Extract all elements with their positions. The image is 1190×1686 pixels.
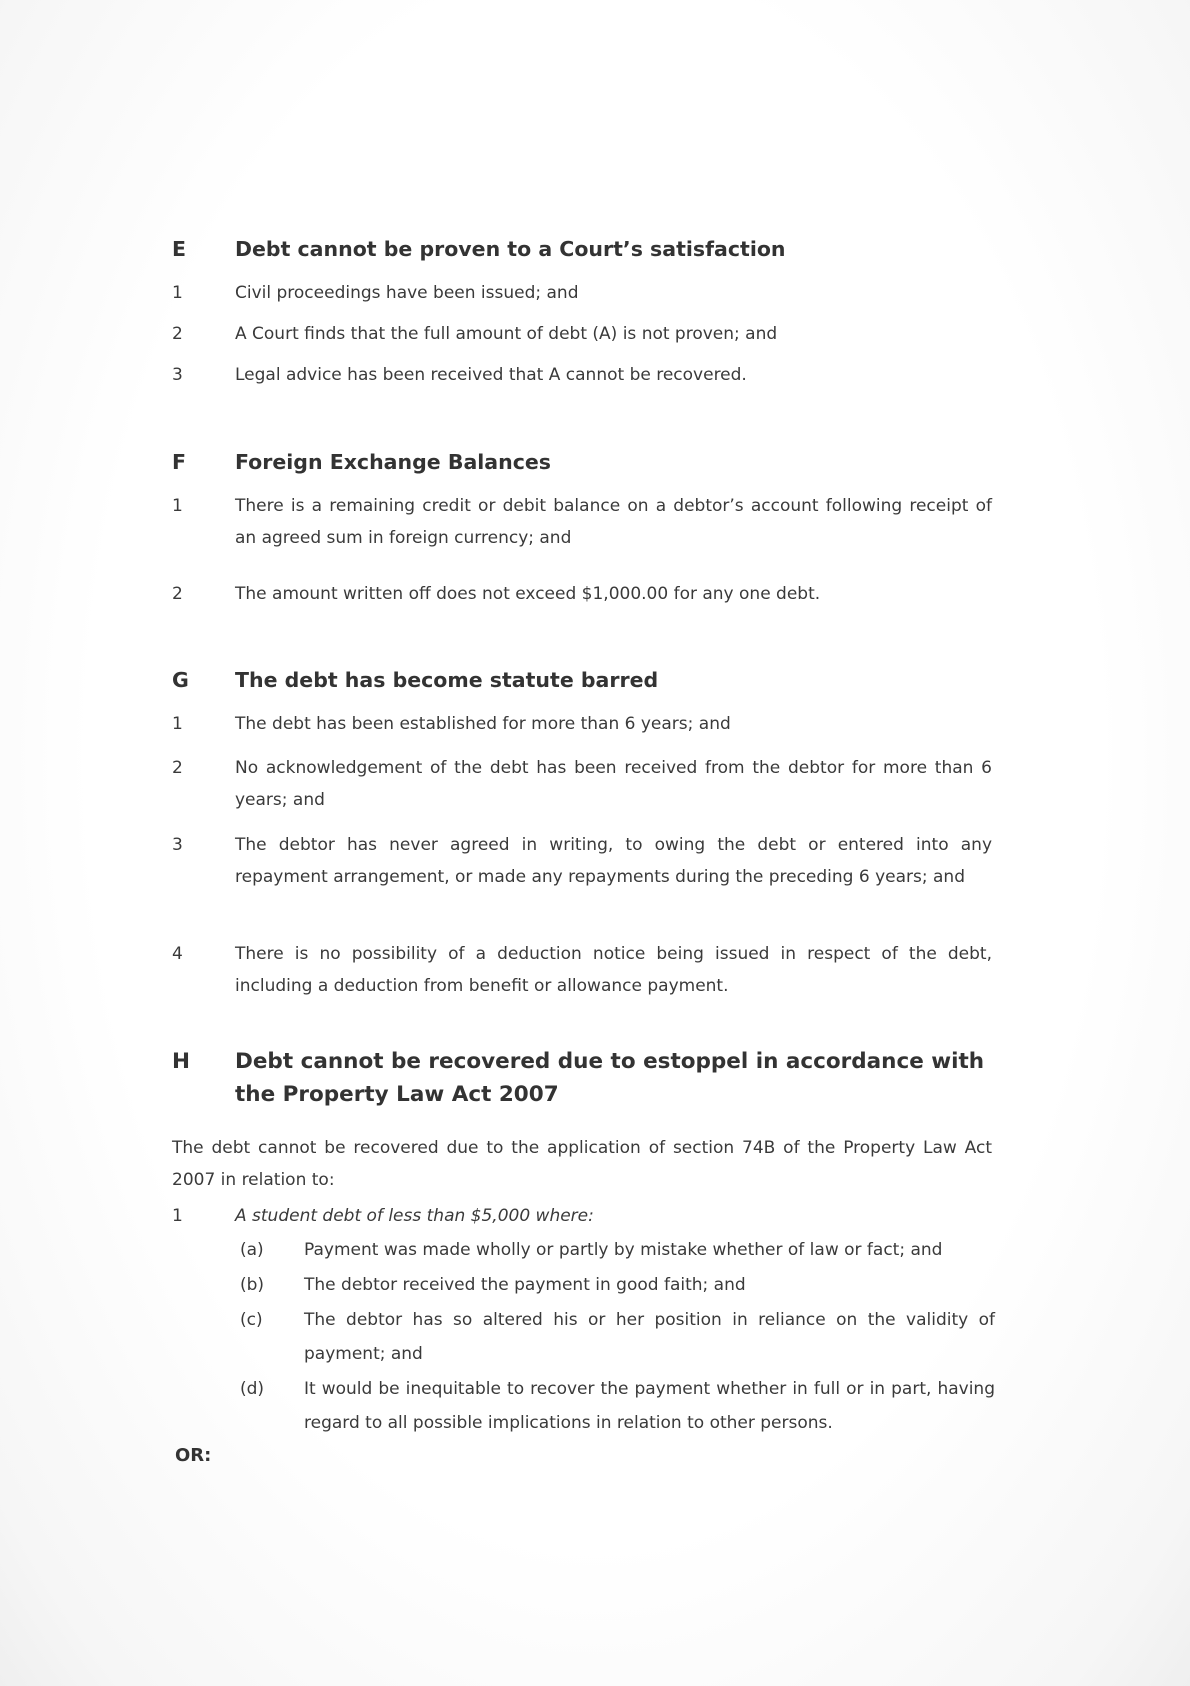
item-number: 3 bbox=[172, 365, 183, 385]
item-number: 2 bbox=[172, 584, 183, 604]
sub-item-label: (c) bbox=[240, 1310, 263, 1330]
item-number: 1 bbox=[172, 283, 183, 303]
item-number: 2 bbox=[172, 758, 183, 778]
item-text: The debtor has never agreed in writing, to owing the debt or entered into any repayment arrangement, or made any repayments during the preceding 6 years; and bbox=[235, 835, 992, 887]
section-title: Debt cannot be recovered due to estoppel in accordance with the Property Law Act 2007 bbox=[235, 1049, 985, 1107]
section-letter: F bbox=[172, 450, 187, 474]
sub-item-text: The debtor has so altered his or her position in reliance on the validity of payment; and bbox=[304, 1310, 995, 1364]
section-title: The debt has become statute barred bbox=[235, 668, 659, 692]
sub-item-text: Payment was made wholly or partly by mistake whether of law or fact; and bbox=[304, 1240, 943, 1260]
section-title: Debt cannot be proven to a Court’s satisfaction bbox=[235, 237, 786, 261]
item-text: The amount written off does not exceed $1,000.00 for any one debt. bbox=[235, 584, 821, 604]
item-text: There is a remaining credit or debit balance on a debtor’s account following receipt of an agreed sum in foreign currency; and bbox=[235, 496, 992, 548]
item-text: The debt has been established for more than 6 years; and bbox=[235, 714, 731, 734]
item-number: 3 bbox=[172, 835, 183, 855]
section-letter: H bbox=[172, 1049, 190, 1074]
section-title: Foreign Exchange Balances bbox=[235, 450, 551, 474]
sub-item-label: (a) bbox=[240, 1240, 264, 1260]
item-number: 1 bbox=[172, 496, 183, 516]
sub-item-text: It would be inequitable to recover the payment whether in full or in part, having regard to all possible implications in relation to other persons. bbox=[304, 1379, 995, 1433]
item-text: Legal advice has been received that A cannot be recovered. bbox=[235, 365, 747, 385]
item-text: No acknowledgement of the debt has been received from the debtor for more than 6 years; and bbox=[235, 758, 992, 810]
item-number: 4 bbox=[172, 944, 183, 964]
section-letter: G bbox=[172, 668, 189, 692]
section-letter: E bbox=[172, 237, 187, 261]
sub-item-text: The debtor received the payment in good faith; and bbox=[304, 1275, 746, 1295]
section-intro: The debt cannot be recovered due to the application of section 74B of the Property Law Act 2007 in relation to: bbox=[172, 1138, 992, 1190]
sub-item-label: (d) bbox=[240, 1379, 265, 1399]
item-text: There is no possibility of a deduction notice being issued in respect of the debt, including a deduction from benefit or allowance payment. bbox=[235, 944, 992, 996]
item-number: 2 bbox=[172, 324, 183, 344]
sub-item-label: (b) bbox=[240, 1275, 265, 1295]
item-text: A Court finds that the full amount of debt (A) is not proven; and bbox=[235, 324, 778, 344]
item-text: Civil proceedings have been issued; and bbox=[235, 283, 579, 303]
item-number: 1 bbox=[172, 1206, 183, 1226]
item-number: 1 bbox=[172, 714, 183, 734]
or-label: OR: bbox=[175, 1445, 212, 1466]
item-text: A student debt of less than $5,000 where: bbox=[235, 1206, 594, 1226]
